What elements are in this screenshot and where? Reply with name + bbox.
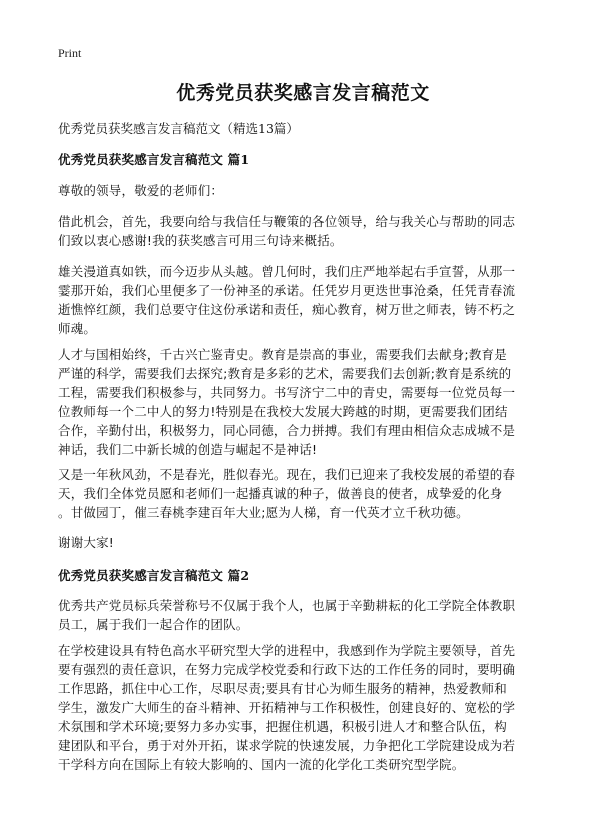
text-line: 工作思路，抓住中心工作，尽职尽责;要具有甘心为师生服务的精神，热爱教师和 — [58, 681, 507, 696]
document-subtitle: 优秀党员获奖感言发言稿范文（精选13篇） — [58, 121, 299, 136]
print-link[interactable]: Print — [58, 46, 82, 60]
text-line: 们致以衷心感谢!我的获奖感言可用三句诗来概括。 — [58, 233, 343, 248]
text-line: 师魂。 — [58, 321, 97, 336]
text-line: 逝憔悴红颜，我们总要守住这份承诺和责任，痴心教育，树万世之师表，铸不朽之 — [58, 302, 516, 317]
text-line: 建团队和平台，勇于对外开拓，谋求学院的快速发展，力争把化工学院建设成为若 — [58, 738, 516, 753]
text-line: 员工，属于我们一起合作的团队。 — [58, 617, 249, 632]
text-line: 合作，辛勤付出，积极努力，同心同德，合力拼搏。我们有理由相信众志成城不是 — [58, 423, 516, 438]
article1-para3 — [58, 345, 548, 459]
document-title: 优秀党员获奖感言发言稿范文 — [176, 82, 430, 104]
article1-closing: 谢谢大家! — [58, 535, 115, 550]
text-line: 工程，需要我们积极参与，共同努力。书写济宁二中的青史，需要每一位党员每一 — [58, 385, 516, 400]
text-line: 人才与国相始终，千古兴亡鉴青史。教育是崇高的事业，需要我们去献身;教育是 — [58, 347, 507, 362]
text-line: 严谨的科学，需要我们去探究;教育是多彩的艺术，需要我们去创新;教育是系统的 — [58, 366, 512, 381]
text-line: 在学校建设具有特色高水平研究型大学的进程中，我感到作为学院主要领导，首先 — [58, 643, 516, 658]
text-line: 优秀共产党员标兵荣誉称号不仅属于我个人，也属于辛勤耕耘的化工学院全体教职 — [58, 598, 516, 613]
text-line: 要有强烈的责任意识，在努力完成学校党委和行政下达的工作任务的同时，要明确 — [58, 662, 516, 677]
article2-heading: 优秀党员获奖感言发言稿范文 篇2 — [58, 568, 250, 583]
article1-heading: 优秀党员获奖感言发言稿范文 篇1 — [58, 152, 250, 167]
text-line: 借此机会，首先，我要向给与我信任与鞭策的各位领导，给与我关心与帮助的同志 — [58, 214, 516, 229]
article1-greeting: 尊敬的领导，敬爱的老师们： — [58, 183, 224, 198]
text-line: 又是一年秋风劲，不是春光，胜似春光。现在，我们已迎来了我校发展的希望的春 — [58, 467, 516, 482]
text-line: 干学科方向在国际上有较大影响的、国内一流的化学化工类研究型学院。 — [58, 757, 465, 772]
text-line: 神话，我们二中新长城的创造与崛起不是神话! — [58, 442, 318, 457]
article1-para4 — [58, 465, 548, 522]
text-line: 霎那开始，我们心里便多了一份神圣的承诺。任凭岁月更迭世事沧桑，任凭青春流 — [58, 283, 516, 298]
article2-para2 — [58, 641, 548, 774]
text-line: 位教师每一个二中人的努力!特别是在我校大发展大跨越的时期，更需要我们团结 — [58, 404, 508, 419]
text-line: 学生，激发广大师生的奋斗精神、开拓精神与工作积极性，创建良好的、宽松的学 — [58, 700, 516, 715]
text-line: 雄关漫道真如铁，而今迈步从头越。曾几何时，我们庄严地举起右手宣誓，从那一 — [58, 264, 516, 279]
text-line: 术氛围和学术环境;要努力多办实事，把握住机遇，积极引进人才和整合队伍，构 — [58, 719, 507, 734]
text-line: 天，我们全体党员愿和老师们一起播真诚的种子，做善良的使者，成挚爱的化身 — [58, 486, 503, 501]
article1-para2 — [58, 262, 548, 338]
article1-para1 — [58, 212, 548, 250]
text-line: 。甘做园丁，催三春桃李建百年大业;愿为人梯，育一代英才立千秋功德。 — [58, 505, 469, 520]
article2-para1 — [58, 596, 548, 634]
